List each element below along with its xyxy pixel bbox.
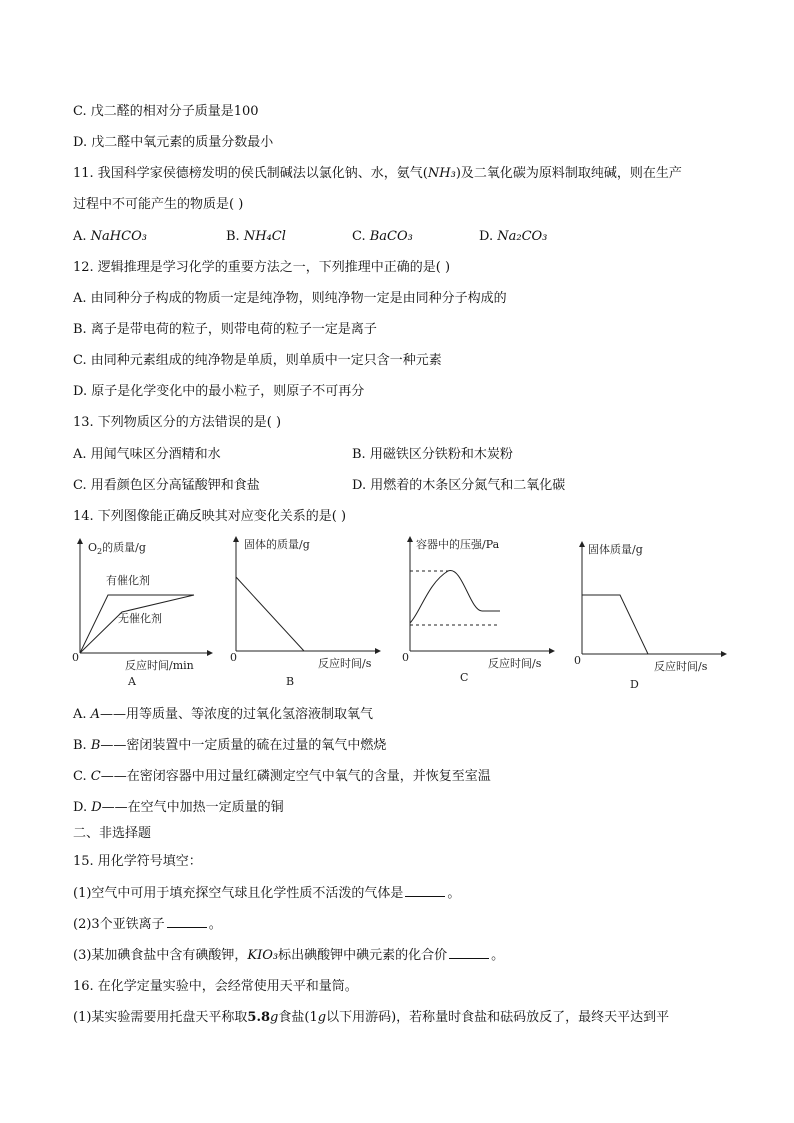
- mass-curve: [582, 595, 648, 654]
- answer-blank[interactable]: [167, 915, 207, 928]
- section-heading: 二、非选择题: [73, 826, 152, 841]
- q12-stem: 12. 逻辑推理是学习化学的重要方法之一，下列推理中正确的是( ): [73, 260, 451, 275]
- graph-a-svg: [70, 533, 220, 693]
- q11-option-b: [226, 228, 286, 246]
- graph-a: [70, 533, 220, 693]
- kio3-formula: KIO₃: [247, 948, 279, 963]
- part-end: 。: [447, 886, 461, 901]
- y-axis-label: 固体质量/g: [588, 543, 643, 556]
- option-label: D.: [479, 229, 498, 244]
- graph-caption: C: [460, 671, 469, 684]
- y-axis-label: 容器中的压强/Pa: [416, 538, 500, 551]
- part-text: (3)某加碘食盐中含有碘酸钾，: [73, 948, 248, 963]
- q16-part1: [73, 1009, 669, 1027]
- part-text: (1)某实验需要用托盘天平称取: [73, 1010, 248, 1025]
- origin-label: 0: [72, 651, 79, 664]
- q11-stem-text-end: )及二氧化碳为原料制取纯碱，则在生产: [455, 166, 682, 181]
- option-label: C.: [352, 229, 370, 244]
- graph-d: [572, 538, 732, 698]
- graph-b: [228, 533, 388, 693]
- x-axis-label: 反应时间/s: [654, 660, 708, 673]
- q13-stem: 13. 下列物质区分的方法错误的是( ): [73, 415, 282, 430]
- option-text: ——用等质量、等浓度的过氧化氢溶液制取氧气: [100, 707, 374, 722]
- q12-option-d: D. 原子是化学变化中的最小粒子，则原子不可再分: [73, 384, 365, 399]
- answer-blank[interactable]: [405, 884, 445, 897]
- mass-value-2: 1: [309, 1010, 318, 1025]
- q13-option-d: D. 用燃着的木条区分氮气和二氧化碳: [352, 478, 566, 493]
- q13-option-b: B. 用磁铁区分铁粉和木炭粉: [352, 447, 513, 462]
- x-axis-label: 反应时间/s: [318, 657, 372, 670]
- option-formula: BaCO₃: [369, 229, 413, 244]
- origin-label: 0: [574, 654, 581, 667]
- q11-option-d: [479, 228, 547, 246]
- unit-g-2: g: [317, 1010, 327, 1025]
- option-label: A.: [73, 707, 91, 722]
- nh3-formula: NH₃: [427, 166, 456, 181]
- part-end: 。: [491, 948, 505, 963]
- option-formula: Na₂CO₃: [497, 229, 548, 244]
- q13-option-c: C. 用看颜色区分高锰酸钾和食盐: [73, 478, 260, 493]
- unit-g: g: [270, 1010, 279, 1025]
- answer-blank[interactable]: [449, 946, 489, 959]
- q14-stem: 14. 下列图像能正确反映其对应变化关系的是( ): [73, 509, 347, 524]
- q14-option-b: [73, 737, 386, 755]
- graph-c-svg: [400, 533, 560, 693]
- part-text: (1)空气中可用于填充探空气球且化学性质不活泼的气体是: [73, 886, 404, 901]
- q13-option-a: A. 用闻气味区分酒精和水: [73, 447, 221, 462]
- option-formula: NaHCO₃: [90, 229, 147, 244]
- graph-caption: B: [286, 675, 295, 688]
- q14-option-d: [73, 799, 284, 817]
- q12-option-b: B. 离子是带电荷的粒子，则带电荷的粒子一定是离子: [73, 322, 377, 337]
- pressure-curve: [410, 570, 500, 623]
- part-text: (2)3个亚铁离子: [73, 917, 165, 932]
- option-label: B.: [73, 738, 91, 753]
- option-var: A: [90, 707, 101, 722]
- q14-option-c: [73, 768, 491, 786]
- option-text: ——在空气中加热一定质量的铜: [101, 800, 284, 815]
- q16-stem: 16. 在化学定量实验中，会经常使用天平和量筒。: [73, 979, 358, 994]
- label-without-catalyst: 无催化剂: [118, 612, 162, 625]
- option-label: D.: [73, 800, 92, 815]
- q15-part3: [73, 946, 504, 965]
- origin-label: 0: [402, 651, 409, 664]
- q11-stem-line1: [73, 165, 682, 183]
- graph-c: [400, 533, 560, 693]
- graph-caption: D: [630, 678, 639, 691]
- option-label: A.: [73, 229, 91, 244]
- mass-value: 5.8: [247, 1010, 271, 1025]
- q15-part2: [73, 915, 222, 934]
- q12-option-c: C. 由同种元素组成的纯净物是单质，则单质中一定只含一种元素: [73, 353, 442, 368]
- q11-option-c: [352, 228, 413, 246]
- option-var: B: [90, 738, 101, 753]
- q11-stem-line2: 过程中不可能产生的物质是( ): [73, 197, 244, 212]
- x-axis-label: 反应时间/min: [125, 659, 194, 672]
- y-axis-label: $O_2$的质量/g: [88, 541, 146, 556]
- q12-option-a: A. 由同种分子构成的物质一定是纯净物，则纯净物一定是由同种分子构成的: [73, 291, 507, 306]
- graph-b-svg: [228, 533, 388, 693]
- option-text: ——在密闭容器中用过量红磷测定空气中氧气的含量，并恢复至室温: [100, 769, 491, 784]
- graph-caption: A: [128, 675, 136, 688]
- q10-option-c: C. 戊二醛的相对分子质量是100: [73, 104, 259, 119]
- option-label: C.: [73, 769, 91, 784]
- q15-stem: 15. 用化学符号填空：: [73, 854, 202, 869]
- decreasing-line: [236, 577, 304, 651]
- y-axis-label: 固体的质量/g: [244, 538, 310, 551]
- label-with-catalyst: 有催化剂: [106, 574, 150, 587]
- part-text-end: 标出碘酸钾中碘元素的化合价: [278, 948, 448, 963]
- q15-part1: [73, 884, 460, 903]
- origin-label: 0: [230, 651, 237, 664]
- option-text: ——密闭装置中一定质量的硫在过量的氧气中燃烧: [100, 738, 387, 753]
- part-end: 。: [208, 917, 222, 932]
- part-text-mid: 食盐(: [278, 1010, 310, 1025]
- q11-option-a: [73, 228, 147, 246]
- q14-option-a: [73, 706, 373, 724]
- graph-d-svg: [572, 538, 732, 698]
- option-var: C: [90, 769, 101, 784]
- q10-option-d: D. 戊二醛中氧元素的质量分数最小: [73, 135, 274, 150]
- option-var: D: [91, 800, 102, 815]
- option-label: B.: [226, 229, 244, 244]
- q11-stem-text: 11. 我国科学家侯德榜发明的侯氏制碱法以氯化钠、水，氨气(: [73, 166, 428, 181]
- x-axis-label: 反应时间/s: [488, 657, 542, 670]
- part-text-end: 以下用游码)，若称量时食盐和砝码放反了，最终天平达到平: [326, 1010, 670, 1025]
- option-formula: NH₄Cl: [243, 229, 286, 244]
